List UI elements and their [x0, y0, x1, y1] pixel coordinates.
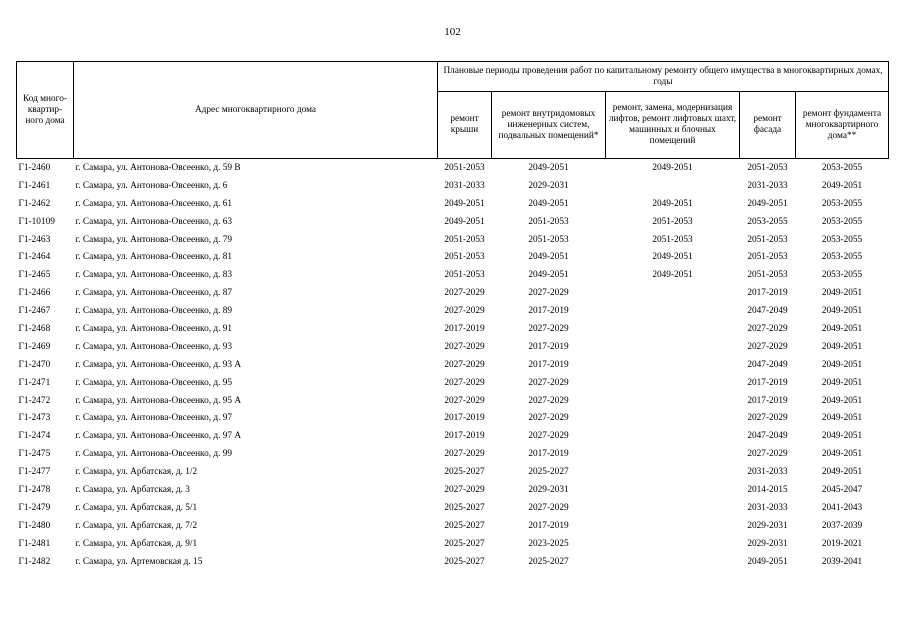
cell-address: г. Самара, ул. Антонова-Овсеенко, д. 95 А: [75, 395, 242, 406]
cell-roof: 2051-2053: [444, 234, 485, 245]
cell-facade: 2049-2051: [747, 198, 788, 209]
cell-address: г. Самара, ул. Антонова-Овсеенко, д. 81: [75, 252, 233, 263]
cell-address: г. Самара, ул. Антонова-Овсеенко, д. 6: [75, 180, 228, 191]
cell-foundation: 2049-2051: [821, 413, 863, 424]
cell-elevators: [606, 463, 740, 481]
cell-code: Г1-2470: [18, 359, 51, 370]
cell-elevators: 2049-2051: [652, 198, 693, 209]
table-row: [17, 553, 889, 571]
table-row: [17, 213, 889, 231]
cell-facade: 2027-2029: [747, 323, 788, 334]
cell-elevators: [606, 177, 740, 195]
cell-code: Г1-2466: [18, 288, 51, 299]
table-row: [17, 427, 889, 445]
cell-roof: 2025-2027: [444, 502, 485, 513]
cell-code: Г1-2468: [18, 323, 51, 334]
cell-systems: 2051-2053: [528, 234, 569, 245]
cell-systems: 2027-2029: [528, 431, 569, 442]
cell-facade: 2027-2029: [747, 341, 788, 352]
cell-roof: 2051-2053: [444, 270, 485, 281]
cell-facade: 2051-2053: [747, 270, 788, 281]
cell-elevators: [606, 553, 740, 571]
cell-systems: 2025-2027: [528, 556, 569, 567]
header-systems: ремонт внутридомовых инженерных систем, подвальных помещений*: [492, 92, 606, 159]
cell-systems: 2049-2051: [528, 270, 569, 281]
cell-roof: 2025-2027: [444, 467, 485, 478]
cell-elevators: [606, 284, 740, 302]
table-row: [17, 499, 889, 517]
cell-elevators: [606, 427, 740, 445]
cell-facade: 2031-2033: [747, 467, 788, 478]
table-row: [17, 374, 889, 392]
cell-code: Г1-2475: [18, 449, 51, 460]
cell-code: Г1-2460: [18, 162, 51, 173]
cell-code: Г1-2481: [18, 538, 51, 549]
cell-address: г. Самара, ул. Артемовская д. 15: [75, 556, 203, 567]
table-row: [17, 195, 889, 213]
cell-code: Г1-2461: [18, 180, 51, 191]
table-row: [17, 463, 889, 481]
header-code: Код много-квартир-ного дома: [17, 62, 74, 159]
table-body: [17, 159, 889, 571]
cell-roof: 2027-2029: [444, 449, 485, 460]
cell-foundation: 2049-2051: [821, 180, 863, 191]
header-address: Адрес многоквартирного дома: [74, 62, 438, 159]
cell-roof: 2017-2019: [444, 413, 485, 424]
cell-roof: 2017-2019: [444, 323, 485, 334]
cell-roof: 2027-2029: [444, 377, 485, 388]
cell-foundation: 2049-2051: [821, 359, 863, 370]
table-row: [17, 320, 889, 338]
table-row: [17, 356, 889, 374]
cell-systems: 2051-2053: [528, 216, 569, 227]
cell-address: г. Самара, ул. Антонова-Овсеенко, д. 61: [75, 198, 233, 209]
table-row: [17, 231, 889, 249]
cell-facade: 2017-2019: [747, 288, 788, 299]
cell-facade: 2029-2031: [747, 538, 788, 549]
cell-systems: 2029-2031: [528, 180, 569, 191]
cell-code: Г1-2465: [18, 270, 51, 281]
cell-elevators: [606, 374, 740, 392]
cell-systems: 2025-2027: [528, 467, 569, 478]
cell-address: г. Самара, ул. Антонова-Овсеенко, д. 63: [75, 216, 233, 227]
table-row: [17, 409, 889, 427]
cell-address: г. Самара, ул. Антонова-Овсеенко, д. 87: [75, 288, 233, 299]
cell-roof: 2049-2051: [444, 198, 485, 209]
cell-roof: 2025-2027: [444, 538, 485, 549]
cell-systems: 2017-2019: [528, 520, 569, 531]
capital-repair-table: [16, 61, 889, 570]
cell-elevators: [606, 499, 740, 517]
cell-elevators: 2051-2053: [652, 234, 693, 245]
cell-code: Г1-2463: [18, 234, 51, 245]
cell-address: г. Самара, ул. Антонова-Овсеенко, д. 99: [75, 449, 233, 460]
cell-foundation: 2039-2041: [821, 556, 863, 567]
table-row: [17, 159, 889, 177]
cell-roof: 2025-2027: [444, 556, 485, 567]
cell-address: г. Самара, ул. Антонова-Овсеенко, д. 79: [75, 234, 233, 245]
cell-foundation: 2053-2055: [821, 252, 863, 263]
cell-elevators: 2051-2053: [652, 216, 693, 227]
cell-foundation: 2053-2055: [821, 216, 863, 227]
cell-systems: 2027-2029: [528, 377, 569, 388]
cell-code: Г1-2482: [18, 556, 51, 567]
cell-address: г. Самара, ул. Антонова-Овсеенко, д. 93 А: [75, 359, 242, 370]
cell-roof: 2027-2029: [444, 341, 485, 352]
cell-address: г. Самара, ул. Антонова-Овсеенко, д. 97: [75, 413, 233, 424]
table-row: [17, 481, 889, 499]
cell-facade: 2027-2029: [747, 413, 788, 424]
cell-address: г. Самара, ул. Антонова-Овсеенко, д. 97 А: [75, 431, 242, 442]
cell-elevators: [606, 356, 740, 374]
cell-address: г. Самара, ул. Арбатская, д. 7/2: [75, 520, 198, 531]
cell-roof: 2049-2051: [444, 216, 485, 227]
cell-systems: 2029-2031: [528, 484, 569, 495]
cell-facade: 2027-2029: [747, 449, 788, 460]
cell-facade: 2053-2055: [747, 216, 788, 227]
cell-code: Г1-10109: [18, 216, 55, 227]
cell-foundation: 2019-2021: [821, 538, 863, 549]
cell-roof: 2027-2029: [444, 306, 485, 317]
cell-facade: 2017-2019: [747, 395, 788, 406]
cell-foundation: 2049-2051: [821, 306, 863, 317]
cell-elevators: [606, 320, 740, 338]
cell-facade: 2051-2053: [747, 162, 788, 173]
cell-address: г. Самара, ул. Антонова-Овсеенко, д. 89: [75, 306, 233, 317]
cell-facade: 2031-2033: [747, 502, 788, 513]
cell-elevators: [606, 535, 740, 553]
cell-address: г. Самара, ул. Антонова-Овсеенко, д. 91: [75, 323, 233, 334]
cell-code: Г1-2467: [18, 306, 51, 317]
cell-systems: 2017-2019: [528, 449, 569, 460]
cell-roof: 2025-2027: [444, 520, 485, 531]
cell-foundation: 2053-2055: [821, 162, 863, 173]
cell-elevators: [606, 392, 740, 410]
cell-facade: 2047-2049: [747, 431, 788, 442]
cell-code: Г1-2469: [18, 341, 51, 352]
cell-facade: 2014-2015: [747, 484, 788, 495]
cell-code: Г1-2479: [18, 502, 51, 513]
cell-code: Г1-2480: [18, 520, 51, 531]
table-row: [17, 535, 889, 553]
cell-address: г. Самара, ул. Арбатская, д. 5/1: [75, 502, 198, 513]
cell-code: Г1-2471: [18, 377, 51, 388]
cell-systems: 2023-2025: [528, 538, 569, 549]
cell-code: Г1-2474: [18, 431, 51, 442]
cell-facade: 2049-2051: [747, 556, 788, 567]
cell-foundation: 2049-2051: [821, 377, 863, 388]
table-row: [17, 517, 889, 535]
header-group: Плановые периоды проведения работ по капитальному ремонту общего имущества в многоквартирных домах, годы: [438, 62, 889, 92]
cell-elevators: 2049-2051: [652, 252, 693, 263]
cell-facade: 2029-2031: [747, 520, 788, 531]
cell-systems: 2049-2051: [528, 162, 569, 173]
cell-roof: 2027-2029: [444, 484, 485, 495]
cell-code: Г1-2462: [18, 198, 51, 209]
cell-systems: 2027-2029: [528, 288, 569, 299]
cell-roof: 2027-2029: [444, 288, 485, 299]
cell-systems: 2027-2029: [528, 395, 569, 406]
table-row: [17, 248, 889, 266]
cell-address: г. Самара, ул. Арбатская, д. 1/2: [75, 467, 198, 478]
cell-elevators: [606, 338, 740, 356]
cell-foundation: 2049-2051: [821, 431, 863, 442]
cell-facade: 2047-2049: [747, 359, 788, 370]
cell-foundation: 2041-2043: [821, 502, 863, 513]
page-number: 102: [444, 26, 461, 38]
cell-code: Г1-2473: [18, 413, 51, 424]
cell-address: г. Самара, ул. Антонова-Овсеенко, д. 93: [75, 341, 233, 352]
cell-facade: 2017-2019: [747, 377, 788, 388]
table-row: [17, 445, 889, 463]
table-row: [17, 177, 889, 195]
header-foundation: ремонт фундамента многоквартирного дома**: [796, 92, 889, 159]
cell-systems: 2027-2029: [528, 413, 569, 424]
table-row: [17, 338, 889, 356]
cell-elevators: 2049-2051: [652, 270, 693, 281]
cell-roof: 2051-2053: [444, 252, 485, 263]
cell-roof: 2017-2019: [444, 431, 485, 442]
cell-systems: 2017-2019: [528, 359, 569, 370]
table-row: [17, 266, 889, 284]
cell-systems: 2017-2019: [528, 341, 569, 352]
cell-address: г. Самара, ул. Арбатская, д. 9/1: [75, 538, 198, 549]
cell-foundation: 2049-2051: [821, 288, 863, 299]
header-elevators: ремонт, замена, модернизация лифтов, ремонт лифтовых шахт, машинных и блочных помещений: [606, 92, 740, 159]
cell-foundation: 2037-2039: [821, 520, 863, 531]
cell-foundation: 2053-2055: [821, 198, 863, 209]
cell-elevators: [606, 409, 740, 427]
cell-foundation: 2053-2055: [821, 270, 863, 281]
cell-code: Г1-2477: [18, 467, 51, 478]
cell-facade: 2047-2049: [747, 306, 788, 317]
cell-roof: 2031-2033: [444, 180, 485, 191]
cell-foundation: 2045-2047: [821, 484, 863, 495]
cell-elevators: [606, 302, 740, 320]
cell-address: г. Самара, ул. Антонова-Овсеенко, д. 95: [75, 377, 233, 388]
table-row: [17, 284, 889, 302]
cell-foundation: 2049-2051: [821, 467, 863, 478]
cell-elevators: [606, 481, 740, 499]
cell-foundation: 2049-2051: [821, 449, 863, 460]
cell-systems: 2049-2051: [528, 198, 569, 209]
cell-code: Г1-2464: [18, 252, 51, 263]
cell-elevators: [606, 517, 740, 535]
table-header: [17, 62, 889, 159]
cell-address: г. Самара, ул. Арбатская, д. 3: [75, 484, 190, 495]
cell-systems: 2049-2051: [528, 252, 569, 263]
table-row: [17, 392, 889, 410]
cell-systems: 2017-2019: [528, 306, 569, 317]
cell-facade: 2031-2033: [747, 180, 788, 191]
cell-roof: 2051-2053: [444, 162, 485, 173]
cell-roof: 2027-2029: [444, 395, 485, 406]
table-row: [17, 302, 889, 320]
cell-systems: 2027-2029: [528, 502, 569, 513]
header-facade: ремонт фасада: [740, 92, 796, 159]
cell-address: г. Самара, ул. Антонова-Овсеенко, д. 59 В: [75, 162, 241, 173]
cell-foundation: 2049-2051: [821, 395, 863, 406]
cell-elevators: 2049-2051: [652, 162, 693, 173]
cell-code: Г1-2472: [18, 395, 51, 406]
cell-roof: 2027-2029: [444, 359, 485, 370]
cell-foundation: 2049-2051: [821, 323, 863, 334]
cell-address: г. Самара, ул. Антонова-Овсеенко, д. 83: [75, 270, 233, 281]
cell-systems: 2027-2029: [528, 323, 569, 334]
cell-foundation: 2049-2051: [821, 341, 863, 352]
cell-facade: 2051-2053: [747, 234, 788, 245]
cell-code: Г1-2478: [18, 484, 51, 495]
cell-elevators: [606, 445, 740, 463]
cell-facade: 2051-2053: [747, 252, 788, 263]
header-roof: ремонт крыши: [438, 92, 492, 159]
cell-foundation: 2053-2055: [821, 234, 863, 245]
